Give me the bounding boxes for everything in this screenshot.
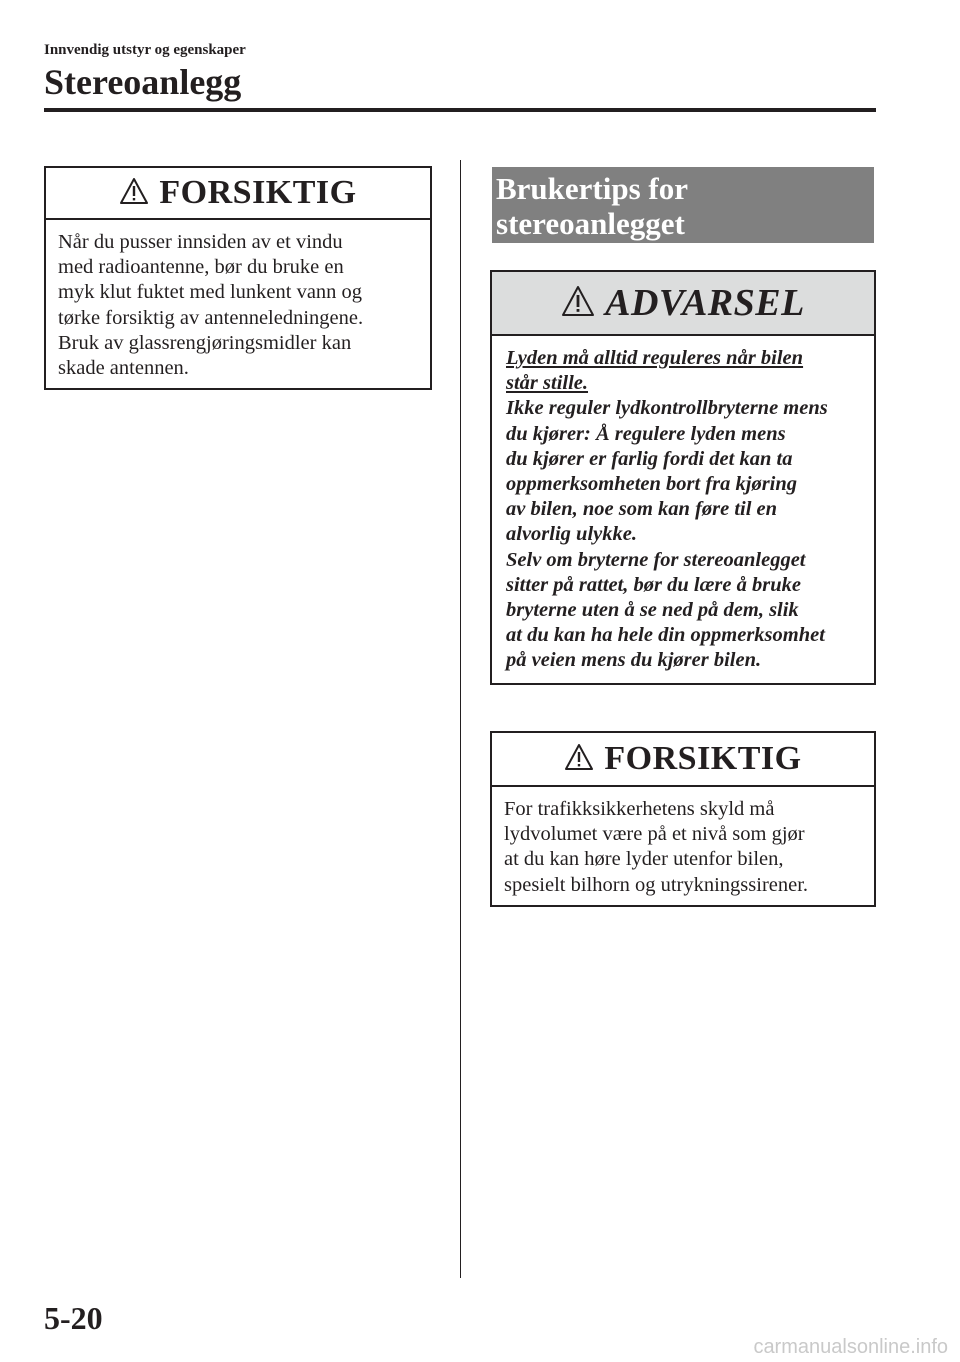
left-caution-title: FORSIKTIG: [159, 174, 357, 211]
page-title: Stereoanlegg: [44, 62, 242, 102]
warning-line: sitter på rattet, bør du lære å bruke: [506, 573, 801, 596]
warning-triangle-icon: [119, 177, 149, 210]
warning-line: på veien mens du kjører bilen.: [506, 649, 762, 672]
warning-line: bryterne uten å se ned på dem, slik: [506, 599, 799, 622]
watermark: carmanualsonline.info: [753, 1336, 948, 1358]
right-caution-text: [492, 787, 874, 898]
breadcrumb: Innvendig utstyr og egenskaper: [44, 42, 246, 58]
warning-line: av bilen, noe som kan føre til en: [506, 498, 778, 521]
page-number: 5-20: [44, 1300, 103, 1336]
section-heading-line: stereoanlegget: [496, 206, 685, 241]
warning-triangle-icon: [564, 743, 594, 776]
right-caution-title: FORSIKTIG: [604, 740, 802, 777]
right-caution-line: spesielt bilhorn og utrykningssirener.: [504, 873, 809, 896]
warning-title: ADVARSEL: [605, 282, 805, 324]
left-caution-header: [46, 168, 430, 220]
right-caution-header: [492, 733, 874, 787]
warning-line: at du kan ha hele din oppmerksomhet: [506, 624, 825, 647]
warning-emphasis-line: står stille.: [506, 372, 589, 395]
left-caution-line: Når du pusser innsiden av et vindu: [58, 231, 343, 253]
right-caution-line: at du kan høre lyder utenfor bilen,: [504, 848, 784, 871]
left-caution-line: tørke forsiktig av antenneledningene.: [58, 306, 364, 329]
warning-line: Selv om bryterne for stereoanlegget: [506, 548, 806, 571]
column-divider: [460, 160, 461, 1278]
warning-line: oppmerksomheten bort fra kjøring: [506, 473, 798, 496]
left-caution-line: skade antennen.: [58, 357, 189, 380]
left-caution-text: [46, 220, 430, 381]
warning-line: alvorlig ulykke.: [506, 523, 637, 546]
section-heading-line: Brukertips for: [496, 171, 689, 206]
warning-line: du kjører: Å regulere lyden mens: [506, 422, 786, 445]
left-caution-line: med radioantenne, bør du bruke en: [58, 256, 344, 279]
right-caution-box: [490, 731, 876, 907]
right-caution-line: For trafikksikkerhetens skyld må: [504, 798, 775, 820]
warning-line: Ikke reguler lydkontrollbryterne mens: [506, 397, 828, 420]
warning-triangle-icon: [561, 285, 595, 322]
warning-box: [490, 270, 876, 685]
section-heading: [492, 167, 874, 243]
left-caution-line: myk klut fuktet med lunkent vann og: [58, 281, 363, 304]
left-caution-line: Bruk av glassrengjøringsmidler kan: [58, 331, 352, 354]
warning-text: [492, 336, 874, 674]
left-caution-box: [44, 166, 432, 390]
right-caution-line: lydvolumet være på et nivå som gjør: [504, 823, 805, 846]
warning-line: du kjører er farlig fordi det kan ta: [506, 447, 793, 470]
warning-header: [492, 272, 874, 336]
title-divider: [44, 108, 876, 112]
warning-emphasis-line: Lyden må alltid reguleres når bilen: [506, 347, 804, 369]
